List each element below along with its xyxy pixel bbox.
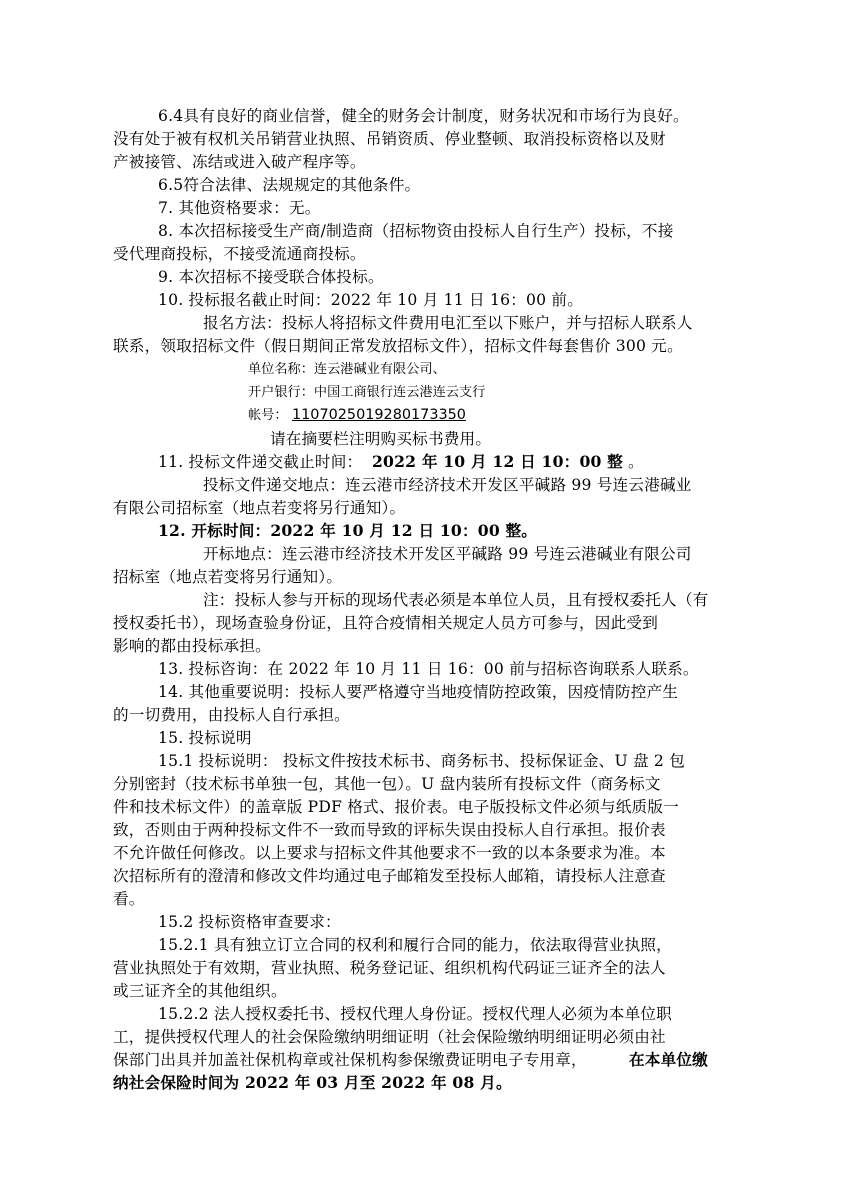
clause-15-2-heading: 15.2 投标资格审查要求： [158,913,341,931]
payment-note: 请在摘要栏注明购买标书费用。 [270,430,492,448]
bank-name: 开户银行：中国工商银行连云港连云支行 [248,385,486,400]
clause-15-1-line-7: 看。 [113,890,145,908]
submission-deadline: 2022 年 10 月 12 日 10：00 整 [372,452,623,471]
clause-15-1-line-5: 不允许做任何修改。以上要求与招标文件其他要求不一致的以本条要求为准。本 [113,844,666,862]
clause-14-line-1: 14. 其他重要说明：投标人要严格遵守当地疫情防控政策，因疫情防控产生 [158,683,679,701]
clause-7: 7. 其他资格要求：无。 [158,199,321,217]
clause-15-2-2-line-2: 工，提供授权代理人的社会保险缴纳明细证明（社会保险缴纳明细证明必须由社 [113,1028,666,1046]
clause-12-opening-time: 12. 开标时间：2022 年 10 月 12 日 10：00 整。 [158,521,538,540]
clause-15-1-line-1: 15.1 投标说明： 投标文件按技术标书、商务标书、投标保证金、U 盘 2 包 [158,752,685,770]
note-line-3: 影响的都由投标承担。 [113,637,271,655]
opening-location-line-2: 招标室（地点若变将另行通知）。 [113,568,343,586]
submission-location-line-2: 有限公司招标室（地点若变将另行通知）。 [113,499,406,517]
submission-deadline-end: 。 [628,453,644,471]
clause-15-heading: 15. 投标说明 [158,729,252,747]
registration-method-line-1: 报名方法：投标人将招标文件费用电汇至以下账户，并与招标人联系人 [203,314,693,332]
clause-8-line-1: 8. 本次招标接受生产商/制造商（招标物资由投标人自行生产）投标，不接 [158,222,674,240]
clause-15-1-line-4: 致，否则由于两种投标文件不一致而导致的评标失误由投标人自行承担。报价表 [113,821,666,839]
note-line-1: 注：投标人参与开标的现场代表必须是本单位人员，且有授权委托人（有 [203,591,709,609]
clause-15-2-1-line-1: 15.2.1 具有独立订立合同的权利和履行合同的能力，依法取得营业执照， [158,936,672,954]
clause-15-2-2-line-1: 15.2.2 法人授权委托书、授权代理人身份证。授权代理人必须为本单位职 [158,1005,672,1023]
clause-6-4-line-2: 没有处于被有权机关吊销营业执照、吊销资质、停业整顿、取消投标资格以及财 [113,130,666,148]
clause-15-1-line-6: 次招标所有的澄清和修改文件均通过电子邮箱发至投标人邮箱，请投标人注意查 [113,867,666,885]
clause-15-2-1-line-2: 营业执照处于有效期，营业执照、税务登记证、组织机构代码证三证齐全的法人 [113,959,666,977]
bank-account-name: 单位名称：连云港碱业有限公司、 [248,362,446,377]
clause-10-deadline: 10. 投标报名截止时间：2022 年 10 月 11 日 16：00 前。 [158,291,584,309]
clause-14-line-2: 的一切费用，由投标人自行承担。 [113,706,350,724]
clause-6-4-line-1: 6.4具有良好的商业信誉，健全的财务会计制度，财务状况和市场行为良好。 [158,107,689,125]
clause-15-2-1-line-3: 或三证齐全的其他组织。 [113,982,287,1000]
submission-location-line-1: 投标文件递交地点：连云港市经济技术开发区平碱路 99 号连云港碱业 [203,476,692,494]
clause-15-2-2-line-4: 纳社会保险时间为 2022 年 03 月至 2022 年 08 月。 [113,1073,512,1092]
clause-15-2-2-line-3: 保部门出具并加盖社保机构章或社保机构参保缴费证明电子专用章， [113,1051,587,1069]
clause-6-4-line-3: 产被接管、冻结或进入破产程序等。 [113,153,366,171]
clause-8-line-2: 受代理商投标，不接受流通商投标。 [113,245,366,263]
clause-15-1-line-2: 分别密封（技术标书单独一包，其他一包）。U 盘内装所有投标文件（商务标文 [113,775,661,793]
account-number: 1107025019280173350 [292,407,466,423]
registration-method-line-2: 联系，领取招标文件（假日期间正常发放招标文件），招标文件每套售价 300 元。 [113,337,683,355]
clause-15-2-2-line-3-bold: 在本单位缴 [629,1050,708,1069]
account-number-label: 帐号： [248,408,288,423]
note-line-2: 授权委托书），现场查验身份证，且符合疫情相关规定人员方可参与，因此受到 [113,614,658,632]
clause-11-label: 11. 投标文件递交截止时间： [158,453,363,471]
clause-9: 9. 本次招标不接受联合体投标。 [158,268,384,286]
clause-13: 13. 投标咨询：在 2022 年 10 月 11 日 16：00 前与招标咨询联系人联系。 [158,660,699,678]
clause-15-1-line-3: 件和技术标文件）的盖章版 PDF 格式、报价表。电子版投标文件必须与纸质版一 [113,798,679,816]
opening-location-line-1: 开标地点：连云港市经济技术开发区平碱路 99 号连云港碱业有限公司 [203,545,692,563]
clause-6-5: 6.5符合法律、法规规定的其他条件。 [158,176,421,194]
